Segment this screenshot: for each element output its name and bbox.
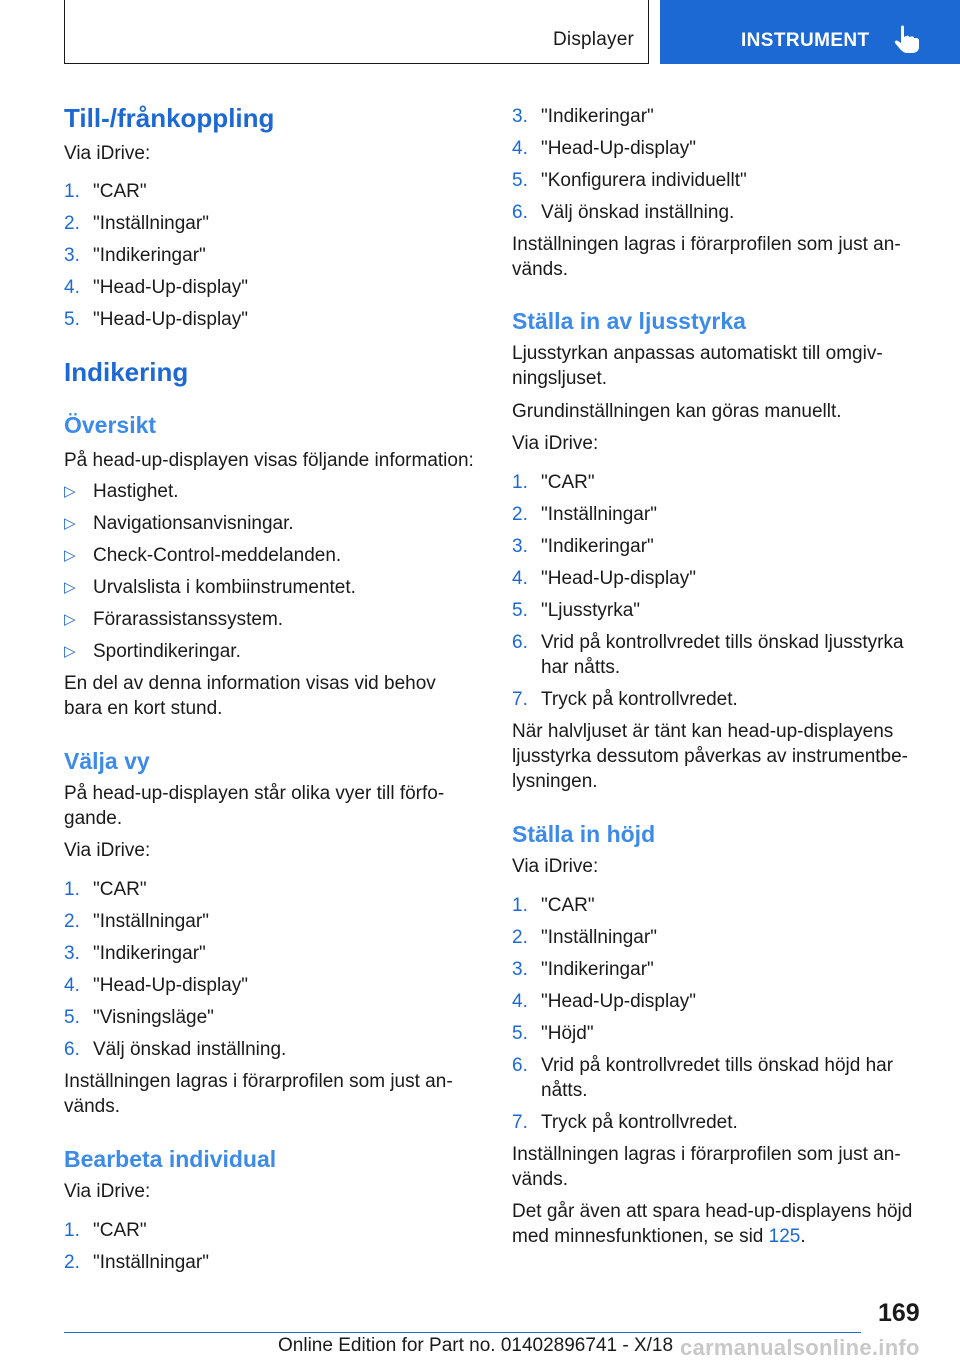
list-item: 3. "Indikeringar" [64,245,206,266]
list-item: 4. "Head-Up-display" [64,277,248,298]
bullet-item: ▷ Förarassistanssystem. [64,609,284,630]
footer-rule [64,1332,861,1333]
footer-edition: Online Edition for Part no. 01402896741 - X/18 [278,1335,674,1356]
list-item: 1. "CAR" [64,879,147,900]
list-item: 3. "Indikeringar" [512,106,654,127]
paragraph: Ljusstyrkan anpassas automatiskt till omgivningsljuset. [512,343,883,389]
list-item: 5. "Höjd" [512,1023,594,1044]
list-item: 1. "CAR" [512,895,595,916]
heading-oversikt: Översikt [64,412,157,438]
paragraph: Via iDrive: [512,433,599,454]
watermark: carmanualsonline.info [680,1335,920,1360]
list-item: 2. "Inställningar" [512,927,657,948]
list-item: 5. "Konfigurera individuellt" [512,170,747,191]
bullet-item: ▷ Urvalslista i kombiinstrumentet. [64,577,356,598]
heading-indikering: Indikering [64,357,189,387]
list-item: 4. "Head-Up-display" [512,991,696,1012]
paragraph: På head-up-displayen står olika vyer till förfogande. [64,783,445,829]
list-item: 5. "Visningsläge" [64,1007,214,1028]
paragraph: Inställningen lagras i förarprofilen som just används. [64,1071,453,1117]
paragraph: Via iDrive: [64,143,151,164]
paragraph: Grundinställningen kan göras manuellt. [512,401,842,422]
paragraph: En del av denna information visas vid behov bara en kort stund. [64,673,436,719]
list-item: 1. "CAR" [64,1220,147,1241]
heading-stalla-in-hojd: Ställa in höjd [512,821,656,847]
list-item: 6. Vrid på kontrollvredet tills önskad ljusstyrka har nåtts. [512,632,904,678]
list-item: 2. "Inställningar" [512,504,657,525]
triangle-bullet-icon: ▷ [64,579,76,596]
heading-valja-vy: Välja vy [64,748,150,774]
heading-till-frankoppling: Till-/frånkoppling [64,103,275,133]
list-item: 5. "Ljusstyrka" [512,600,641,621]
heading-stalla-in-ljusstyrka: Ställa in av ljusstyrka [512,308,746,334]
paragraph: När halvljuset är tänt kan head-up-displayens ljusstyrka dessutom påverkas av instrumentbelysningen. [512,721,908,792]
list-item: 2. "Inställningar" [64,911,209,932]
paragraph: På head-up-displayen visas följande information: [64,450,474,471]
paragraph-page-reference: Det går även att spara head-up-displayens höjd med minnesfunktionen, se sid 125. [512,1201,913,1247]
triangle-bullet-icon: ▷ [64,547,76,564]
paragraph: Via iDrive: [512,856,599,877]
paragraph: Via iDrive: [64,840,151,861]
list-item: 3. "Indikeringar" [512,536,654,557]
triangle-bullet-icon: ▷ [64,611,76,628]
paragraph: Via iDrive: [64,1181,151,1202]
list-item: 6. Vrid på kontrollvredet tills önskad höjd har nåtts. [512,1055,894,1101]
list-item: 3. "Indikeringar" [64,943,206,964]
list-item: 6. Välj önskad inställning. [64,1039,287,1060]
bullet-item: ▷ Hastighet. [64,481,179,502]
header-section-box [64,0,649,64]
list-item: 1. "CAR" [64,181,147,202]
header-section-title: Displayer [553,29,634,50]
paragraph: Inställningen lagras i förarprofilen som just används. [512,1144,901,1190]
list-item: 5. "Head-Up-display" [64,309,248,330]
bullet-item: ▷ Navigationsanvisningar. [64,513,294,534]
list-item: 4. "Head-Up-display" [512,138,696,159]
triangle-bullet-icon: ▷ [64,483,76,500]
list-item: 3. "Indikeringar" [512,959,654,980]
list-item: 4. "Head-Up-display" [64,975,248,996]
list-item: 6. Välj önskad inställning. [512,202,735,223]
bullet-item: ▷ Sportindikeringar. [64,641,241,662]
list-item: 2. "Inställningar" [64,1252,209,1273]
header-chapter-label: INSTRUMENT [741,30,870,51]
header-chapter-tab[interactable] [660,0,960,64]
paragraph: Inställningen lagras i förarprofilen som just används. [512,234,901,280]
list-item: 2. "Inställningar" [64,213,209,234]
hand-pointer-icon [893,24,921,54]
list-item: 7. Tryck på kontrollvredet. [512,1112,738,1133]
triangle-bullet-icon: ▷ [64,643,76,660]
list-item: 1. "CAR" [512,472,595,493]
list-item: 7. Tryck på kontrollvredet. [512,689,738,710]
bullet-item: ▷ Check-Control-meddelanden. [64,545,342,566]
page-link-125[interactable]: 125 [768,1226,801,1247]
page-number: 169 [878,1299,920,1327]
heading-bearbeta-individual: Bearbeta individual [64,1146,277,1172]
triangle-bullet-icon: ▷ [64,515,76,532]
list-item: 4. "Head-Up-display" [512,568,696,589]
